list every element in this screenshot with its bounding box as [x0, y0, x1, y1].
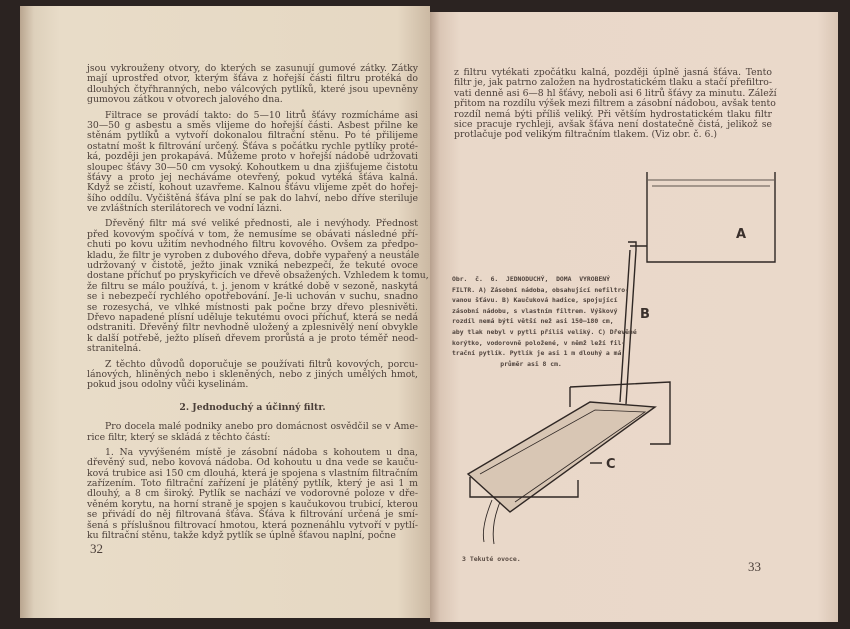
text-line: dlouhý, a 8 cm široký. Pytlík se nachází ve vodorovné poloze v dře-: [87, 488, 418, 500]
text-line: Když se zčistí, kohout uzavřeme. Kalnou šťávu vlijeme zpět do hořej-: [87, 182, 418, 194]
text-line: sice pracuje rychleji, avšak šťáva není dostatečně čistá, jelikož se: [454, 118, 772, 130]
text-line: dlouhých čtyřhranných, nebo válcových pytlíků, které jsou upevněny: [87, 83, 418, 95]
text-line: gumovou zátkou v otvorech jalového dna.: [87, 94, 283, 106]
text-line: protlačuje pod velikým filtračním tlakem. (Viz obr. č. 6.): [454, 129, 718, 141]
paragraph: [87, 111, 418, 215]
text-line: lánových, hliněných nebo i skleněných, nebo z jiných umělých hmot,: [87, 368, 418, 380]
text-line: se přivádí do něj filtrovaná šťáva. Šťáva k filtrování určená je smí-: [87, 509, 418, 521]
paragraph: [87, 218, 429, 355]
paragraph: [87, 448, 418, 542]
text-line: stěnám pytlíků a vytvoří dokonalou filtrační stěnu. Po té přilijeme: [87, 130, 418, 142]
caption-line: rozdíl nemá býti větší než asi 150—180 cm,: [452, 317, 614, 326]
text-line: 30—50 g asbestu a směs vlijeme do hořejší části. Asbest přilne ke: [87, 119, 418, 131]
text-line: šťávy a proto jej necháváme otevřený, pokud vytéká šťáva kalná.: [87, 171, 418, 183]
text-line: rice filtr, který se skládá z těchto částí:: [87, 431, 271, 443]
text-line: Dřevo napadené plísní uděluje tekutému ovoci příchuť, která se nedá: [87, 311, 418, 323]
text-line: šená s příslušnou filtrovací hmotou, která poznenáhlu vytvoří v pytlí-: [87, 519, 418, 531]
text-line: mají uprostřed otvor, kterým šťáva z hořejší části filtru protéká do: [87, 73, 418, 85]
caption-line: zásobní nádobu, s vlastním filtrem. Výškový: [452, 306, 618, 315]
caption-line: korýtko, vodorovně položené, v němž leží fil-: [452, 338, 626, 347]
text-line: kladu, že filtr je vyroben z dubového dřeva, dobře vypařený a neustále: [87, 249, 420, 261]
text-line: k další potřebě, ježto plíseň dřevem prorůstá a je proto téměř neod-: [87, 332, 418, 344]
caption-line: aby tlak nebyl v pytli příliš veliký. C) Dřevěné: [452, 327, 637, 336]
text-line: vati denně asi 6—8 hl šťávy, neboli asi 6 litrů šťávy za minutu. Záleží: [454, 87, 777, 99]
caption-line: vanou šťávu. B) Kaučuková hadice, spojující: [452, 296, 618, 305]
text-line: dřevěný sud, nebo kovová nádoba. Od kohoutu u dna vede se kauču-: [87, 457, 418, 469]
text-line: se rozesychá, ve vlhké místnosti pak počne brzy dřevo plesnivěti.: [87, 301, 418, 313]
trough-c: [468, 402, 655, 512]
text-line: zařízením. Toto filtrační zařízení je plátěný pytlík, který je asi 1 m: [87, 478, 418, 490]
text-line: jsou vykrouženy otvory, do kterých se zasunují gumové zátky. Zátky: [87, 63, 418, 74]
text-line: dostane příchuť po pryskyřicích ve dřevě obsažených. Vzhledem k tomu,: [87, 270, 429, 282]
label-b: B: [640, 307, 650, 322]
text-line: přitom na rozdílu výšek mezi filtrem a zásobní nádobou, avšak tento: [454, 98, 776, 110]
text-line: Dřevěný filtr má své veliké přednosti, ale i nevýhody. Přednost: [105, 218, 418, 230]
caption-line: FILTR. A) Zásobní nádoba, obsahující nefiltro-: [452, 285, 629, 294]
hose-b: [620, 250, 636, 404]
text-line: se i nebezpečí rychlého opotřebování. Je-li uchován v suchu, snadno: [87, 291, 418, 303]
text-line: chuti po kovu užitím nevhodného filtru kovového. Ovšem za předpo-: [87, 239, 418, 251]
text-line: pokud jsou odolny vůči kyselinám.: [87, 379, 249, 391]
caption-line: Obr. č. 6. JEDNODUCHÝ, DOMA VYROBENÝ: [452, 275, 610, 283]
text-line: filtr je, jak patrno založen na hydrostatickém tlaku a stačí přefiltro-: [454, 77, 772, 89]
text-line: odstraniti. Dřevěný filtr nevhodně uložený a zplesnivělý není obvykle: [87, 322, 418, 334]
left-page-text: [87, 63, 429, 546]
caption-line: průměr asi 8 cm.: [500, 359, 562, 368]
label-a: A: [736, 227, 747, 242]
text-line: že filtru se málo používá, t. j. jenom v krátké době v sezoně, naskytá: [87, 280, 418, 292]
text-line: ostatní mošt k filtrování určený. Šťáva s počátku rychle pytlíky proté-: [87, 140, 418, 152]
footer-signature: 3 Tekuté ovoce.: [462, 555, 521, 563]
text-line: udržovaný v čistotě, ježto jinak vzniká nebezpečí, že tekuté ovoce: [87, 260, 418, 272]
text-line: z filtru vytékati zpočátku kalná, později úplně jasná šťáva. Tento: [454, 67, 772, 78]
text-line: ku filtrační stěnu, takže když pytlík se úplně šťavou naplní, počne: [87, 530, 396, 542]
page-number-left: 32: [90, 541, 103, 556]
text-line: ková trubice asi 150 cm dlouhá, která je spojena s vlastním filtračním: [87, 467, 418, 479]
text-line: Pro docela malé podniky anebo pro domácnost osvědčil se v Ame-: [105, 421, 418, 433]
tank-a: [647, 172, 775, 262]
text-line: Filtrace se provádí takto: do 5—10 litrů šťávy rozmícháme asi: [105, 109, 418, 121]
right-page: [430, 12, 838, 622]
section-heading: 2. Jednoduchý a účinný filtr.: [179, 401, 326, 413]
label-c: C: [606, 457, 616, 472]
left-page: [20, 6, 430, 618]
text-line: stranitelná.: [87, 343, 142, 355]
paragraph: [87, 422, 418, 443]
paragraph: [87, 64, 418, 106]
figure-caption: [452, 274, 637, 369]
text-line: věném korytu, na horní straně je spojen s kaučukovou trubicí, kterou: [87, 498, 418, 510]
text-line: ve zvláštních sterilátorech ve vodní lázni.: [87, 203, 283, 215]
text-line: sloupec šťávy 30—50 cm vysoký. Kohoutkem u dna zjišťujeme čistotu: [87, 161, 418, 173]
page-number-right: 33: [748, 559, 761, 574]
paragraph: [87, 360, 418, 391]
tank-tap: [628, 242, 647, 250]
text-line: rozdíl nemá býti příliš veliký. Při větším hydrostatickém tlaku filtr: [454, 108, 772, 120]
text-line: Z těchto důvodů doporučuje se používati filtrů kovových, porcu-: [105, 358, 418, 370]
text-line: šího oddílu. Vyčištěná šťáva plní se pak do lahví, nebo dříve steriluje: [87, 192, 418, 204]
caption-line: trační pytlík. Pytlík je asi 1 m dlouhý a má: [452, 349, 622, 358]
text-line: před kovovým spočívá v tom, že nemusíme se obávati následné pří-: [87, 228, 418, 240]
text-line: ká, později jen prokapává. Můžeme proto v hořejší nádobě udržovati: [87, 151, 418, 163]
text-line: 1. Na vyvýšeném místě je zásobní nádoba s kohoutem u dna,: [105, 446, 418, 458]
